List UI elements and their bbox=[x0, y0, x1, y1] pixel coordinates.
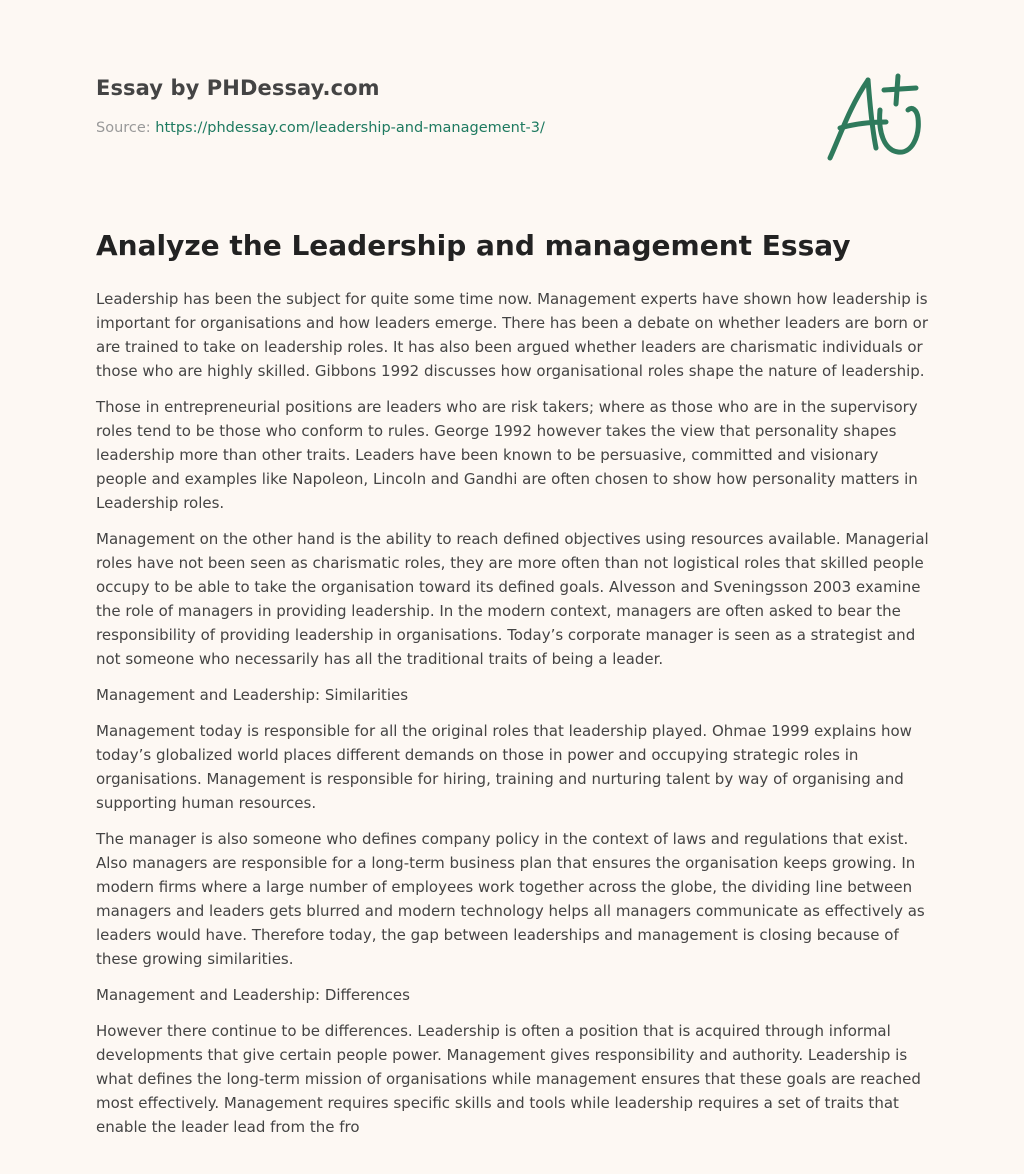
section-heading-similarities: Management and Leadership: Similarities bbox=[96, 686, 409, 704]
paragraph: The manager is also someone who defines company policy in the context of laws and regulations that exist. Also managers are responsible for a long-term business plan that ensures the organisation keeps growing. In modern firms where a large number of employees work together across the globe, the dividing line between managers and leaders gets blurred and modern technology helps all managers communicate as effectively as leaders would have. Therefore today, the gap between leaderships and management is closing because of these growing similarities. bbox=[96, 830, 925, 968]
article-title: Analyze the Leadership and management Essay bbox=[96, 229, 851, 262]
a-plus-grade-icon bbox=[820, 66, 930, 166]
source-label: Source: bbox=[96, 120, 156, 136]
paragraph: Management today is responsible for all the original roles that leadership played. Ohmae 1999 explains how today’s globalized world places different demands on those in power and occupying strategic roles in organisations. Management is responsible for hiring, training and nurturing talent by way of organising and supporting human resources. bbox=[96, 722, 912, 812]
page-header bbox=[96, 76, 796, 136]
source-link[interactable]: https://phdessay.com/leadership-and-management-3/ bbox=[155, 120, 545, 136]
source-line bbox=[96, 120, 796, 136]
article bbox=[96, 226, 932, 1151]
brand-title: Essay by PHDessay.com bbox=[96, 76, 380, 100]
paragraph: However there continue to be differences. Leadership is often a position that is acquired through informal developments that give certain people power. Management gives responsibility and authority. Leadership is what defines the long-term mission of organisations while management ensures that these goals are reached most effectively. Management requires specific skills and tools while leadership requires a set of traits that enable the leader lead from the fro bbox=[96, 1022, 921, 1136]
section-heading-differences: Management and Leadership: Differences bbox=[96, 986, 410, 1004]
paragraph: Those in entrepreneurial positions are leaders who are risk takers; where as those who are in the supervisory roles tend to be those who conform to rules. George 1992 however takes the view that personality shapes leadership more than other traits. Leaders have been known to be persuasive, committed and visionary people and examples like Napoleon, Lincoln and Gandhi are often chosen to show how personality matters in Leadership roles. bbox=[96, 398, 918, 512]
paragraph: Management on the other hand is the ability to reach defined objectives using resources available. Managerial roles have not been seen as charismatic roles, they are more often than not logistical roles that skilled people occupy to be able to take the organisation toward its defined goals. Alvesson and Sveningsson 2003 examine the role of managers in providing leadership. In the modern context, managers are often asked to bear the responsibility of providing leadership in organisations. Today’s corporate manager is seen as a strategist and not someone who necessarily has all the traditional traits of being a leader. bbox=[96, 530, 929, 668]
paragraph: Leadership has been the subject for quite some time now. Management experts have shown how leadership is important for organisations and how leaders emerge. There has been a debate on whether leaders are born or are trained to take on leadership roles. It has also been argued whether leaders are charismatic individuals or those who are highly skilled. Gibbons 1992 discusses how organisational roles shape the nature of leadership. bbox=[96, 290, 929, 380]
